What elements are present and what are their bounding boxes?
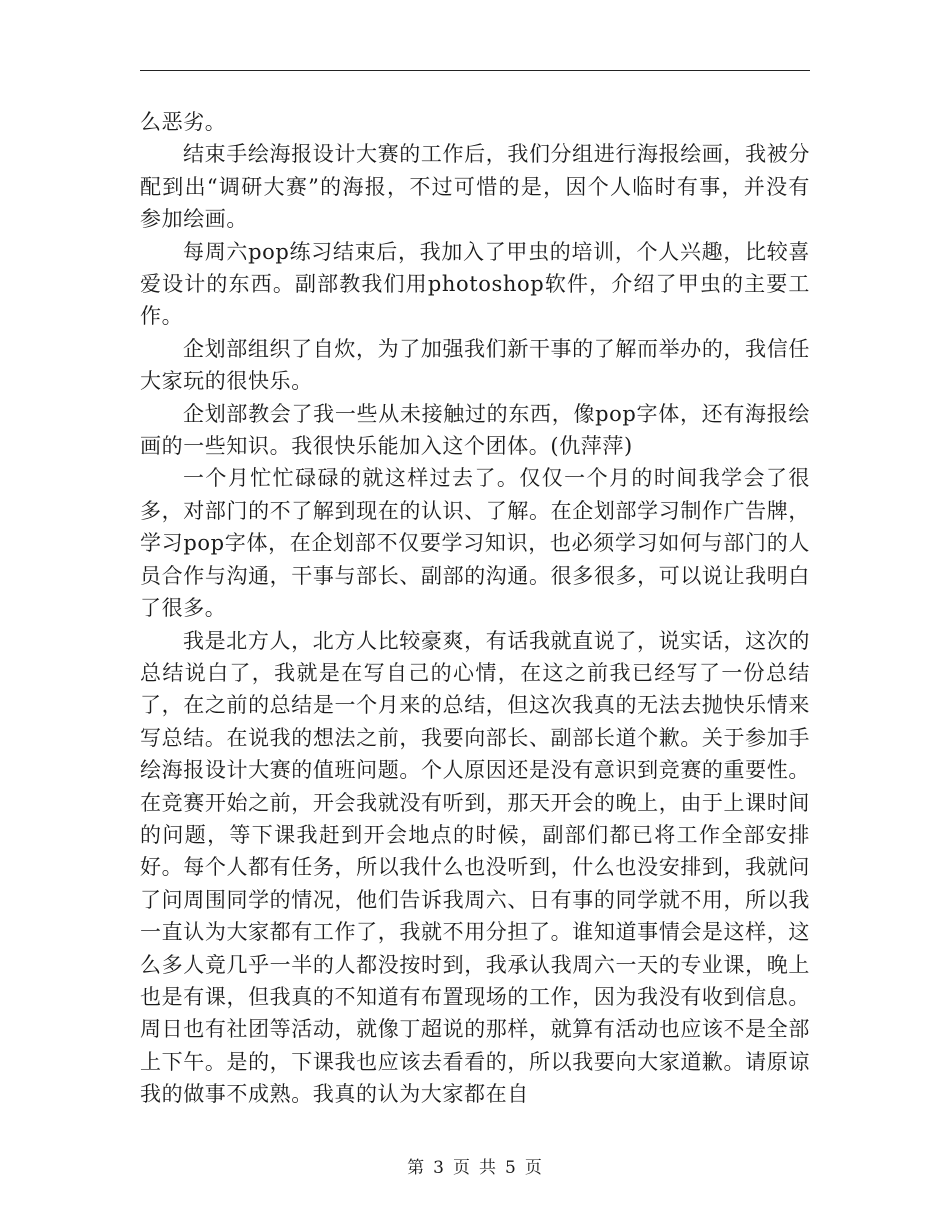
footer-current-page: 3 — [433, 1158, 445, 1178]
paragraph: 我是北方人，北方人比较豪爽，有话我就直说了，说实话，这次的总结说白了，我就是在写自己的心情，在这之前我已经写了一份总结了，在之前的总结是一个月来的总结，但这次我真的无法去抛快乐情来写总结。在说我的想法之前，我要向部长、副部长道个歉。关于参加手绘海报设计大赛的值班问题。个人原因还是没有意识到竞赛的重要性。在竞赛开始之前，开会我就没有听到，那天开会的晚上，由于上课时间的问题，等下课我赶到开会地点的时候，副部们都已将工作全部安排好。每个人都有任务，所以我什么也没听到，什么也没安排到，我就问了问周围同学的情况，他们告诉我周六、日有事的同学就不用，所以我一直认为大家都有工作了，我就不用分担了。谁知道事情会是这样，这么多人竟几乎一半的人都没按时到，我承认我周六一天的专业课，晚上也是有课，但我真的不知道有布置现场的工作，因为我没有收到信息。周日也有社团等活动，就像丁超说的那样，就算有活动也应该不是全部上下午。是的，下课我也应该去看看的，所以我要向大家道歉。请原谅我的做事不成熟。我真的认为大家都在自 — [140, 628, 810, 1107]
paragraph: 结束手绘海报设计大赛的工作后，我们分组进行海报绘画，我被分配到出“调研大赛”的海报，不过可惜的是，因个人临时有事，并没有参加绘画。 — [140, 142, 810, 232]
paragraph: 企划部组织了自炊，为了加强我们新干事的了解而举办的，我信任大家玩的很快乐。 — [140, 336, 810, 394]
paragraph: 每周六pop练习结束后，我加入了甲虫的培训，个人兴趣，比较喜爱设计的东西。副部教我们用photoshop软件，介绍了甲虫的主要工作。 — [140, 239, 810, 329]
footer-prefix: 第 — [407, 1158, 426, 1178]
paragraph: 么恶劣。 — [140, 110, 227, 134]
paragraph: 企划部教会了我一些从未接触过的东西，像pop字体，还有海报绘画的一些知识。我很快乐能加入这个团体。(仇萍萍) — [140, 401, 810, 459]
footer-suffix: 页 — [524, 1158, 543, 1178]
header-rule — [140, 70, 810, 71]
paragraph: 一个月忙忙碌碌的就这样过去了。仅仅一个月的时间我学会了很多，对部门的不了解到现在的认识、了解。在企划部学习制作广告牌，学习pop字体，在企划部不仅要学习知识，也必须学习如何与部门的人员合作与沟通，干事与部长、副部的沟通。很多很多，可以说让我明白了很多。 — [140, 466, 810, 621]
document-body — [140, 106, 810, 1111]
footer-total-word: 共 — [479, 1158, 497, 1178]
footer-page-word: 页 — [453, 1158, 471, 1178]
page-footer — [0, 1153, 950, 1178]
footer-total-pages: 5 — [505, 1158, 517, 1178]
